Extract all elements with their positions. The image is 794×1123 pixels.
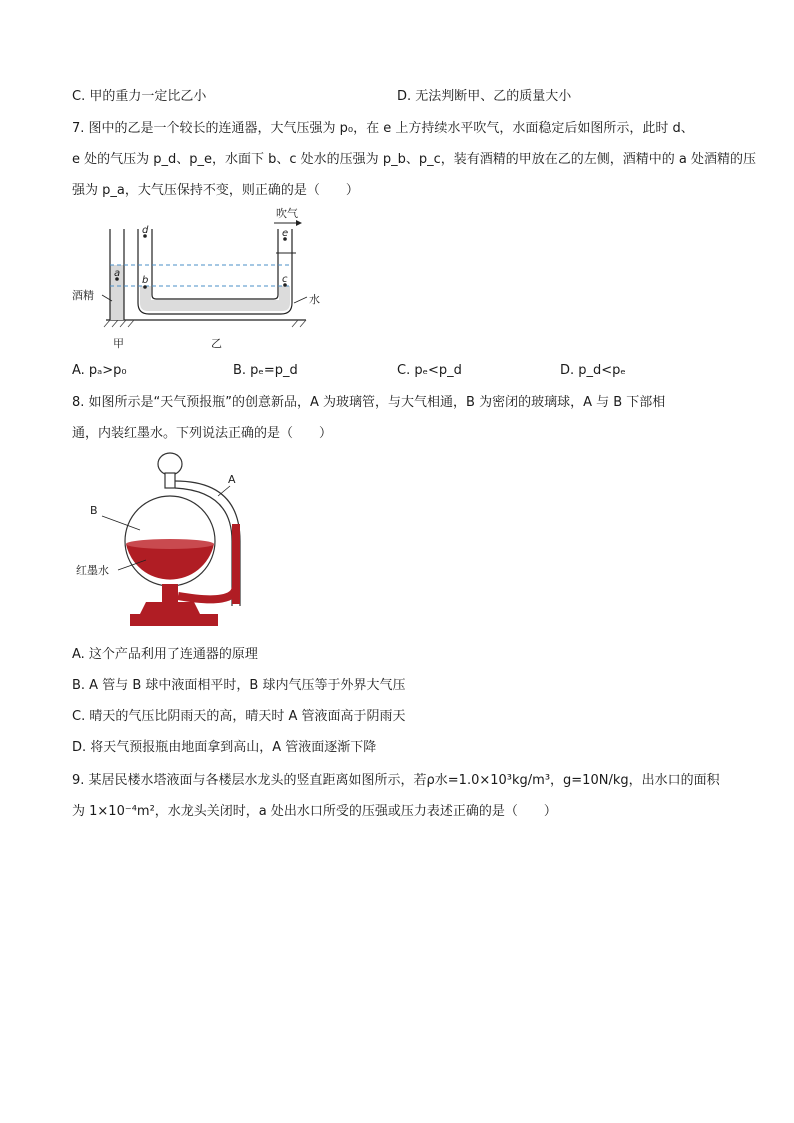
q7-label-water: 水 [309, 293, 320, 306]
q8-stem-line-1: 8. 如图所示是“天气预报瓶”的创意新品，A 为玻璃管，与大气相通，B 为密闭的玻璃球，A 与 B 下部相 [72, 395, 666, 410]
q7-label-yi: 乙 [211, 337, 222, 350]
q8-figure-weather-bottle [70, 446, 260, 636]
q8-option-a: A. 这个产品利用了连通器的原理 [72, 647, 258, 662]
q8-label-b: B [90, 504, 98, 517]
q7-figure-connected-vessel [66, 203, 336, 353]
q7-option-b: B. pₑ=p_d [233, 363, 298, 378]
q8-label-a: A [228, 473, 236, 486]
q7-option-a: A. pₐ>p₀ [72, 363, 127, 378]
q7-stem-line-1: 7. 图中的乙是一个较长的连通器，大气压强为 p₀，在 e 上方持续水平吹气，水面稳定后如图所示，此时 d、 [72, 121, 694, 136]
q8-stem-line-2: 通，内装红墨水。下列说法正确的是（ ） [72, 426, 333, 441]
q7-label-alcohol: 酒精 [72, 289, 94, 302]
q8-option-b: B. A 管与 B 球中液面相平时，B 球内气压等于外界大气压 [72, 678, 406, 693]
q7-point-c: c [282, 274, 288, 285]
q6-option-c: C. 甲的重力一定比乙小 [72, 89, 207, 104]
q9-stem-line-2: 为 1×10⁻⁴m²，水龙头关闭时，a 处出水口所受的压强或压力表述正确的是（ ） [72, 804, 557, 819]
q7-stem-line-2: e 处的气压为 p_d、p_e，水面下 b、c 处水的压强为 p_b、p_c，装有酒精的甲放在乙的左侧，酒精中的 a 处酒精的压 [72, 152, 756, 167]
q7-option-d: D. p_d<pₑ [560, 363, 626, 378]
q6-option-d: D. 无法判断甲、乙的质量大小 [397, 89, 572, 104]
q9-stem-line-1: 9. 某居民楼水塔液面与各楼层水龙头的竖直距离如图所示，若ρ水=1.0×10³kg/m³，g=10N/kg，出水口的面积 [72, 773, 720, 788]
q7-label-blow: 吹气 [276, 207, 298, 220]
q7-label-jia: 甲 [113, 337, 124, 350]
q7-point-e: e [282, 228, 289, 239]
q7-option-c: C. pₑ<p_d [397, 363, 462, 378]
q7-point-d: d [142, 225, 149, 236]
arrow-right-icon [296, 220, 302, 226]
q7-point-b: b [142, 275, 149, 286]
q8-option-d: D. 将天气预报瓶由地面拿到高山，A 管液面逐渐下降 [72, 740, 377, 755]
q8-label-ink: 红墨水 [76, 564, 109, 577]
q8-option-c: C. 晴天的气压比阴雨天的高，晴天时 A 管液面高于阴雨天 [72, 709, 406, 724]
q7-point-a: a [114, 268, 121, 279]
q7-stem-line-3: 强为 p_a，大气压保持不变，则正确的是（ ） [72, 183, 359, 198]
